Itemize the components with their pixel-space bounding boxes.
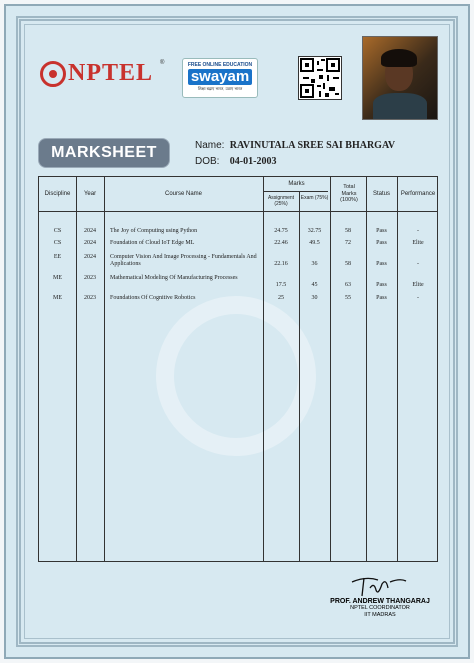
row-2-exam: 36 — [311, 261, 318, 267]
row-0-discipline: CS — [53, 228, 62, 234]
row-4-discipline: ME — [53, 295, 62, 301]
marksheet-title: MARKSHEET — [38, 138, 170, 168]
swayam-top-text: FREE ONLINE EDUCATION — [187, 62, 253, 68]
swayam-logo — [182, 58, 258, 98]
swayam-name: swayam — [188, 69, 252, 85]
header-discipline: Discipline — [44, 191, 71, 197]
row-1-performance: Elite — [412, 240, 424, 246]
row-0-status: Pass — [376, 228, 387, 234]
row-2-total: 58 — [345, 261, 351, 267]
signatory-name: PROF. ANDREW THANGARAJ — [330, 598, 430, 605]
row-1-year: 2024 — [84, 240, 96, 246]
student-photo — [362, 36, 438, 120]
student-name: RAVINUTALA SREE SAI BHARGAV — [229, 140, 396, 151]
row-4-total: 55 — [345, 295, 351, 301]
dob-label: DOB: — [195, 156, 220, 167]
row-4-course: Foundations Of Cognitive Robotics — [110, 295, 196, 301]
row-1-course: Foundation of Cloud IoT Edge ML — [110, 240, 195, 246]
qr-code — [298, 56, 342, 100]
header-assignment: Assignment (25%) — [267, 195, 295, 207]
qr-code-icon — [299, 57, 341, 99]
student-dob: 04-01-2003 — [229, 156, 277, 167]
row-4-status: Pass — [376, 295, 387, 301]
row-1-assignment: 22.46 — [274, 240, 288, 246]
signatory-title: NPTEL COORDINATOR — [350, 605, 410, 611]
header-total: Total Marks (100%) — [340, 184, 358, 203]
row-0-assignment: 24.75 — [274, 228, 288, 234]
row-1-exam: 49.5 — [309, 240, 320, 246]
row-0-year: 2024 — [84, 228, 96, 234]
row-4-exam: 30 — [311, 295, 318, 301]
nptel-logo — [40, 60, 153, 87]
row-3-discipline: ME — [53, 275, 62, 281]
row-3-exam: 45 — [311, 282, 318, 288]
row-3-year: 2023 — [84, 275, 96, 281]
signature-icon — [348, 572, 412, 600]
row-4-year: 2023 — [84, 295, 96, 301]
row-2-year: 2024 — [84, 254, 96, 260]
row-0-performance: - — [417, 228, 419, 234]
row-1-discipline: CS — [53, 240, 62, 246]
row-0-course: The Joy of Computing using Python — [110, 228, 198, 234]
row-3-assignment: 17.5 — [275, 282, 287, 288]
row-3-total: 63 — [345, 282, 351, 288]
row-0-exam: 32.75 — [307, 228, 322, 234]
row-2-course: Computer Vision And Image Processing - Fundamentals And Applications — [110, 254, 257, 267]
nptel-gear-icon — [40, 61, 66, 87]
row-4-performance: - — [417, 295, 419, 301]
header-year: Year — [83, 191, 97, 197]
registered-mark: ® — [160, 60, 165, 66]
row-3-performance: Elite — [412, 282, 424, 288]
row-3-status: Pass — [376, 282, 387, 288]
nptel-logo-text: NPTEL — [68, 60, 154, 86]
marks-table — [38, 176, 438, 562]
signatory-institute: IIT MADRAS — [364, 612, 396, 618]
row-2-assignment: 22.16 — [274, 261, 288, 267]
row-3-course: Mathematical Modeling Of Manufacturing Processes — [110, 275, 238, 281]
swayam-tagline: शिक्षा बढ़ाए भारत, उठाए भारत — [197, 86, 243, 91]
student-name-row — [195, 140, 395, 151]
header-performance: Performance — [400, 191, 436, 197]
row-2-discipline: EE — [53, 254, 62, 260]
row-1-total: 72 — [345, 240, 351, 246]
row-0-total: 58 — [345, 228, 351, 234]
row-1-status: Pass — [376, 240, 387, 246]
row-2-status: Pass — [376, 261, 387, 267]
signatory-block — [320, 572, 440, 619]
header-marks: Marks — [288, 181, 305, 187]
header-status: Status — [372, 191, 390, 197]
header-exam: Exam (75%) — [300, 195, 329, 201]
student-dob-row — [195, 156, 276, 167]
name-label: Name: — [195, 140, 225, 151]
row-4-assignment: 25 — [278, 295, 284, 301]
row-2-performance: - — [417, 261, 419, 267]
header-course: Course Name — [164, 191, 202, 197]
